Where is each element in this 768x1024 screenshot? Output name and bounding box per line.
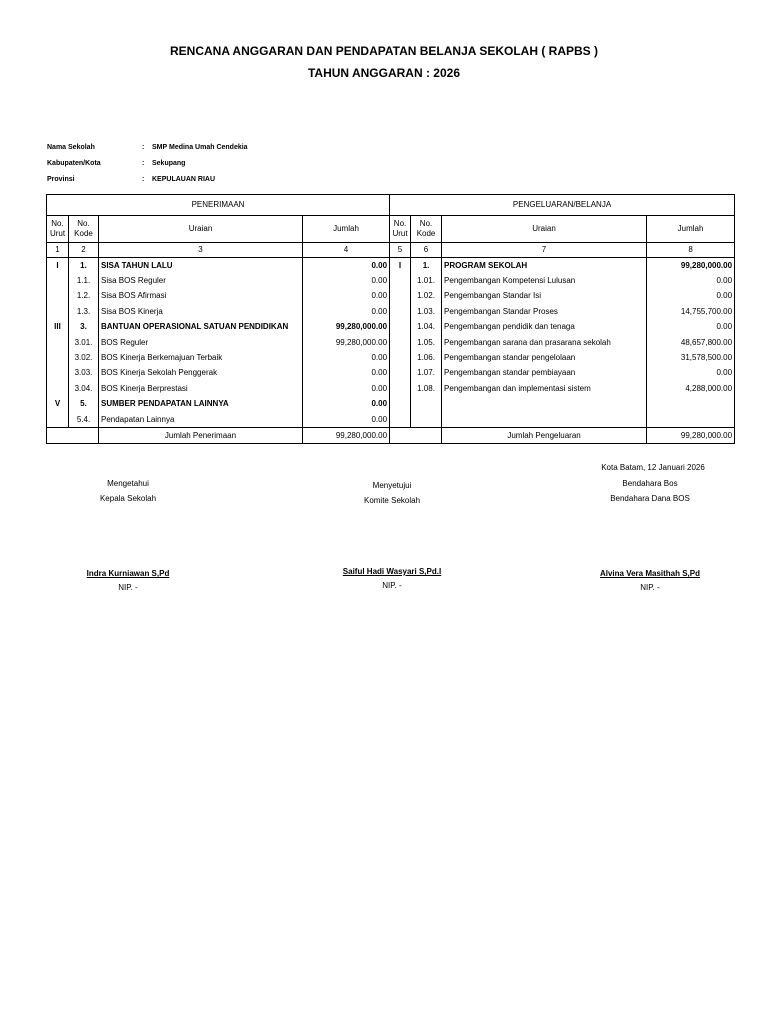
- table-row: [47, 381, 735, 396]
- cell-jumlah: 99,280,000.00: [303, 335, 390, 350]
- signature-middle: [292, 481, 492, 590]
- cell-no-urut: [390, 273, 411, 288]
- cell-no-urut: [47, 350, 69, 365]
- cell-no-urut: [390, 381, 411, 396]
- cell-uraian: Pendapatan Lainnya: [99, 412, 303, 428]
- cell-no-kode: 5.: [69, 397, 99, 412]
- col-jumlah: Jumlah: [647, 216, 735, 243]
- cell-jumlah: 0.00: [303, 289, 390, 304]
- cell-jumlah: [647, 412, 735, 428]
- cell-jumlah: 0.00: [303, 350, 390, 365]
- cell-jumlah: 0.00: [303, 366, 390, 381]
- cell-no-kode: 1.03.: [411, 304, 442, 319]
- rapbs-table: [46, 194, 735, 444]
- col-jumlah: Jumlah: [303, 216, 390, 243]
- cell-no-urut: [390, 350, 411, 365]
- cell-jumlah: 4,288,000.00: [647, 381, 735, 396]
- col-no-kode: No. Kode: [411, 216, 442, 243]
- cell-jumlah: 48,657,800.00: [647, 335, 735, 350]
- sig-name: Saiful Hadi Wasyari S,Pd.I: [342, 567, 442, 576]
- table-row: [47, 366, 735, 381]
- cell-jumlah: 0.00: [647, 366, 735, 381]
- info-label: Nama Sekolah: [47, 144, 95, 151]
- info-value: KEPULAUAN RIAU: [152, 176, 215, 183]
- cell-no-kode: 3.03.: [69, 366, 99, 381]
- place-date: Kota Batam, 12 Januari 2026: [601, 463, 705, 472]
- cell-no-urut: [47, 289, 69, 304]
- cell-uraian: BANTUAN OPERASIONAL SATUAN PENDIDIKAN: [99, 320, 303, 335]
- cell-jumlah: 0.00: [303, 258, 390, 274]
- info-city: [47, 160, 185, 167]
- cell-uraian: Pengembangan dan implementasi sistem: [442, 381, 647, 396]
- table-row: [47, 273, 735, 288]
- cell-uraian: Sisa BOS Kinerja: [99, 304, 303, 319]
- document-title: RENCANA ANGGARAN DAN PENDAPATAN BELANJA SEKOLAH ( RAPBS ): [169, 44, 598, 58]
- cell-no-kode: 1.05.: [411, 335, 442, 350]
- total-penerimaan-value: 99,280,000.00: [303, 428, 390, 444]
- col-number: 3: [99, 243, 303, 258]
- cell-uraian: Pengembangan standar pembiayaan: [442, 366, 647, 381]
- cell-jumlah: 0.00: [303, 397, 390, 412]
- cell-no-kode: 1.02.: [411, 289, 442, 304]
- total-pengeluaran-label: Jumlah Pengeluaran: [442, 428, 647, 444]
- cell-jumlah: 0.00: [303, 381, 390, 396]
- document-subtitle: TAHUN ANGGARAN : 2026: [307, 66, 460, 80]
- col-number: 5: [390, 243, 411, 258]
- cell-jumlah: 0.00: [647, 289, 735, 304]
- cell-no-kode: 1.06.: [411, 350, 442, 365]
- cell-no-kode: [411, 397, 442, 412]
- table-row: [47, 304, 735, 319]
- cell-no-urut: [47, 412, 69, 428]
- cell-no-urut: [47, 366, 69, 381]
- cell-uraian: SUMBER PENDAPATAN LAINNYA: [99, 397, 303, 412]
- cell-no-kode: [411, 412, 442, 428]
- cell-no-kode: 5.4.: [69, 412, 99, 428]
- cell-jumlah: 31,578,500.00: [647, 350, 735, 365]
- sig-position: Bendahara Dana BOS: [610, 494, 690, 503]
- cell-uraian: Pengembangan pendidik dan tenaga: [442, 320, 647, 335]
- cell-no-urut: [47, 381, 69, 396]
- cell-uraian: BOS Kinerja Sekolah Penggerak: [99, 366, 303, 381]
- cell-no-kode: 3.: [69, 320, 99, 335]
- table-row: [47, 335, 735, 350]
- cell-jumlah: 14,755,700.00: [647, 304, 735, 319]
- table-row: [47, 320, 735, 335]
- cell-uraian: [442, 412, 647, 428]
- sig-nip: NIP. -: [640, 583, 660, 592]
- cell-no-kode: 3.04.: [69, 381, 99, 396]
- cell-no-urut: [390, 335, 411, 350]
- table-row: [47, 350, 735, 365]
- cell-no-kode: 1.: [69, 258, 99, 274]
- cell-uraian: BOS Kinerja Berprestasi: [99, 381, 303, 396]
- sig-role: Bendahara Bos: [622, 479, 678, 488]
- cell-no-kode: 3.02.: [69, 350, 99, 365]
- cell-uraian: Pengembangan sarana dan prasarana sekolah: [442, 335, 647, 350]
- sig-name: Alvina Vera Masithah S,Pd: [599, 569, 701, 578]
- cell-jumlah: 99,280,000.00: [647, 258, 735, 274]
- sig-role: Mengetahui: [107, 479, 149, 488]
- cell-no-urut: [47, 335, 69, 350]
- total-penerimaan-label: Jumlah Penerimaan: [99, 428, 303, 444]
- sig-nip: NIP. -: [118, 583, 138, 592]
- cell-no-urut: [47, 273, 69, 288]
- cell-no-kode: 1.2.: [69, 289, 99, 304]
- cell-jumlah: 0.00: [303, 304, 390, 319]
- cell-no-urut: III: [47, 320, 69, 335]
- total-pengeluaran-value: 99,280,000.00: [647, 428, 735, 444]
- cell-no-kode: 3.01.: [69, 335, 99, 350]
- sig-role: Menyetujui: [372, 481, 412, 490]
- info-label: Kabupaten/Kota: [47, 160, 101, 167]
- sig-name: Indra Kurniawan S,Pd: [86, 569, 170, 578]
- info-separator: :: [142, 160, 145, 167]
- cell-jumlah: 0.00: [303, 273, 390, 288]
- cell-jumlah: 0.00: [303, 412, 390, 428]
- cell-no-urut: [390, 304, 411, 319]
- cell-uraian: Sisa BOS Afirmasi: [99, 289, 303, 304]
- info-separator: :: [142, 176, 145, 183]
- cell-uraian: Pengembangan standar pengelolaan: [442, 350, 647, 365]
- info-separator: :: [142, 144, 145, 151]
- cell-uraian: BOS Reguler: [99, 335, 303, 350]
- col-number: 1: [47, 243, 69, 258]
- cell-uraian: Sisa BOS Reguler: [99, 273, 303, 288]
- info-school: [47, 144, 248, 151]
- col-no-urut: No. Urut: [390, 216, 411, 243]
- cell-jumlah: [647, 397, 735, 412]
- col-uraian: Uraian: [99, 216, 303, 243]
- table-row: [47, 412, 735, 428]
- col-number: 7: [442, 243, 647, 258]
- total-spacer: [390, 428, 442, 444]
- table-row: [47, 289, 735, 304]
- cell-jumlah: 99,280,000.00: [303, 320, 390, 335]
- info-value: SMP Medina Umah Cendekia: [152, 144, 248, 151]
- cell-no-kode: 1.01.: [411, 273, 442, 288]
- info-label: Provinsi: [47, 176, 75, 183]
- col-no-urut: No. Urut: [47, 216, 69, 243]
- signature-right: [550, 479, 750, 592]
- cell-uraian: SISA TAHUN LALU: [99, 258, 303, 274]
- signature-left: [28, 479, 228, 592]
- col-number: 4: [303, 243, 390, 258]
- total-spacer: [47, 428, 99, 444]
- cell-no-urut: I: [390, 258, 411, 274]
- col-uraian: Uraian: [442, 216, 647, 243]
- col-no-kode: No. Kode: [69, 216, 99, 243]
- cell-uraian: Pengembangan Kompetensi Lulusan: [442, 273, 647, 288]
- info-value: Sekupang: [152, 160, 186, 167]
- sig-position: Kepala Sekolah: [99, 494, 157, 503]
- sig-nip: NIP. -: [382, 581, 402, 590]
- cell-no-urut: [390, 397, 411, 412]
- cell-uraian: Pengembangan Standar Isi: [442, 289, 647, 304]
- col-number: 2: [69, 243, 99, 258]
- table-row: [47, 397, 735, 412]
- cell-no-kode: 1.07.: [411, 366, 442, 381]
- cell-no-urut: V: [47, 397, 69, 412]
- cell-uraian: PROGRAM SEKOLAH: [442, 258, 647, 274]
- cell-uraian: Pengembangan Standar Proses: [442, 304, 647, 319]
- table-row: [47, 258, 735, 274]
- cell-jumlah: 0.00: [647, 320, 735, 335]
- cell-uraian: BOS Kinerja Berkemajuan Terbaik: [99, 350, 303, 365]
- cell-uraian: [442, 397, 647, 412]
- cell-no-urut: [390, 320, 411, 335]
- cell-no-kode: 1.08.: [411, 381, 442, 396]
- col-number: 6: [411, 243, 442, 258]
- cell-no-kode: 1.: [411, 258, 442, 274]
- sig-position: Komite Sekolah: [363, 496, 421, 505]
- cell-no-kode: 1.1.: [69, 273, 99, 288]
- cell-no-kode: 1.3.: [69, 304, 99, 319]
- cell-no-urut: [47, 304, 69, 319]
- info-province: [47, 176, 215, 183]
- cell-no-kode: 1.04.: [411, 320, 442, 335]
- cell-no-urut: I: [47, 258, 69, 274]
- cell-no-urut: [390, 412, 411, 428]
- cell-no-urut: [390, 289, 411, 304]
- cell-jumlah: 0.00: [647, 273, 735, 288]
- cell-no-urut: [390, 366, 411, 381]
- section-penerimaan: PENERIMAAN: [47, 195, 390, 216]
- section-pengeluaran: PENGELUARAN/BELANJA: [390, 195, 735, 216]
- col-number: 8: [647, 243, 735, 258]
